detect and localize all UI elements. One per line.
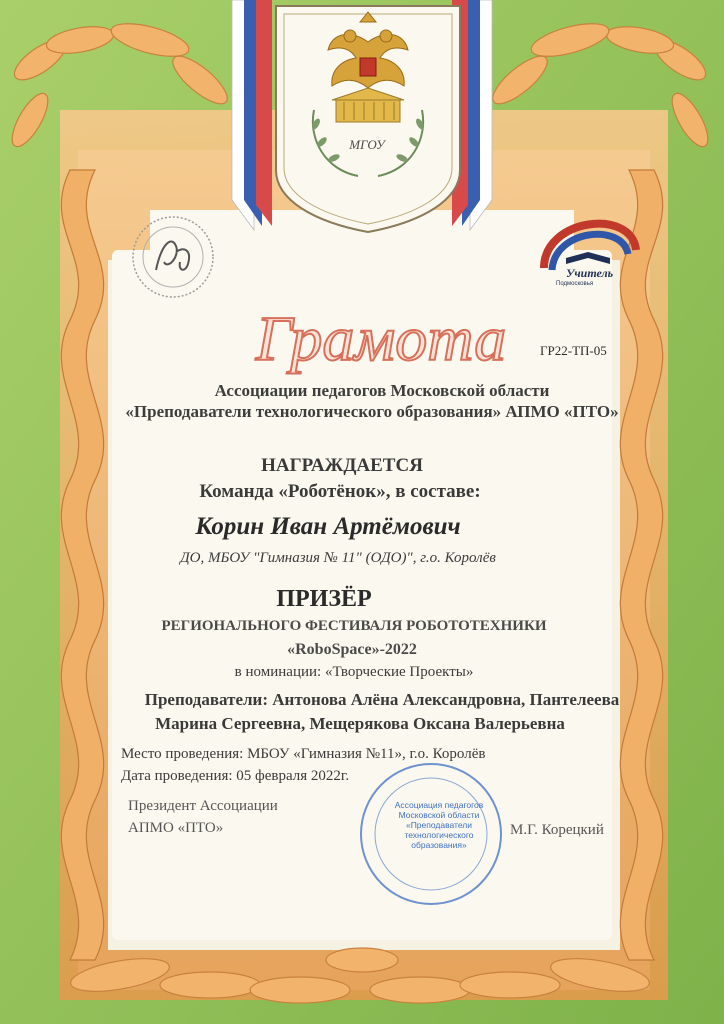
date-line: Дата проведения: 05 февраля 2022г. xyxy=(121,768,350,784)
venue-line: Место проведения: МБОУ «Гимназия №11», г.о. Королёв xyxy=(121,746,486,762)
president-title-line-2: АПМО «ПТО» xyxy=(128,820,224,836)
logo-right-sub: Подмосковья xyxy=(556,281,594,287)
recipient-name: Корин Иван Артёмович xyxy=(195,513,461,540)
association-line-1: Ассоциации педагогов Московской области xyxy=(214,381,550,400)
awarded-heading: НАГРАЖДАЕТСЯ xyxy=(261,455,423,476)
signer-name: М.Г. Корецкий xyxy=(510,822,604,838)
certificate-title xyxy=(236,300,526,380)
monogram-ao-logo xyxy=(128,212,218,302)
logo-right-label: Учитель xyxy=(566,266,614,280)
president-title-line-1: Президент Ассоциации xyxy=(128,798,278,814)
teachers-line-1: Преподаватели: Антонова Алёна Александровна, Пантелеева xyxy=(144,690,620,709)
emblem-label: МГОУ xyxy=(349,137,385,152)
teachers-line-2: Марина Сергеевна, Мещерякова Оксана Валерьевна xyxy=(155,714,565,733)
title-text: Грамота xyxy=(255,303,507,374)
event-name: «RoboSpace»-2022 xyxy=(287,641,417,658)
team-line: Команда «Роботёнок», в составе: xyxy=(199,481,481,502)
nomination-line: в номинации: «Творческие Проекты» xyxy=(234,664,474,680)
school-line: ДО, МБОУ "Гимназия № 11" (ОДО)", г.о. Королёв xyxy=(180,550,496,566)
prize-heading: ПРИЗЁР xyxy=(276,586,372,612)
festival-line: РЕГИОНАЛЬНОГО ФЕСТИВАЛЯ РОБОТОТЕХНИКИ xyxy=(161,618,547,634)
certificate-code: ГР22-ТП-05 xyxy=(540,343,607,358)
coat-of-arms-icon xyxy=(232,0,504,234)
stamp-text: Ассоциация педагогов Московской области «Преподаватели технологического образования» xyxy=(394,800,484,850)
association-line-2: «Преподаватели технологического образования» АПМО «ПТО» xyxy=(125,402,619,421)
